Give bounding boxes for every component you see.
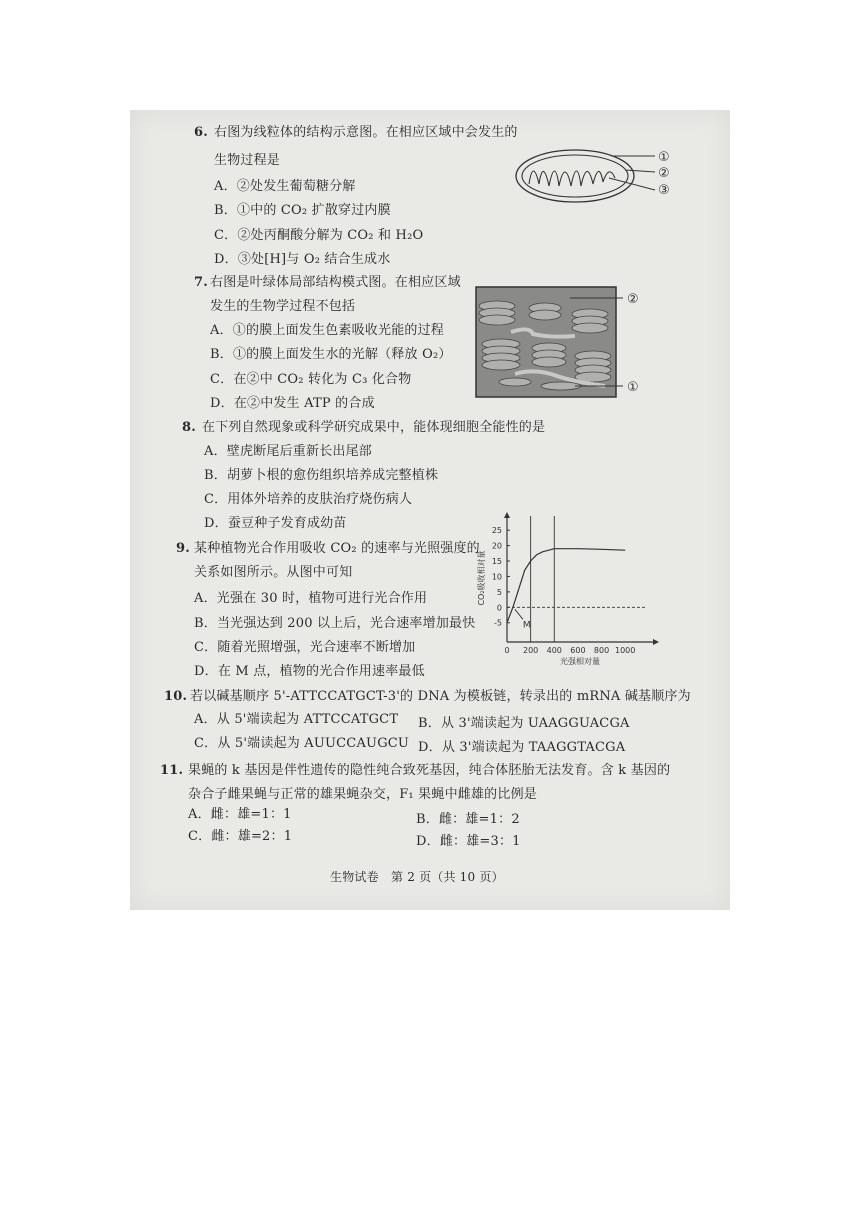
q7-stem-line1: 右图是叶绿体局部结构模式图。在相应区域 (210, 275, 461, 290)
q10-option-c: C．从 5'端读起为 AUUCCAUGCU (194, 736, 410, 751)
q8-option-c: C．用体外培养的皮肤治疗烧伤病人 (204, 492, 413, 507)
mito-label-1: ① (658, 150, 670, 165)
q6-option-d: D．③处[H]与 O₂ 结合生成水 (214, 252, 391, 267)
x-tick-label: 200 (522, 646, 539, 655)
q9-stem-line2: 关系如图所示。从图中可知 (194, 565, 353, 580)
y-tick-label: 10 (491, 572, 502, 582)
x-tick-label: 400 (546, 646, 562, 655)
x-axis-arrow (653, 639, 659, 645)
mitochondrion-diagram (515, 144, 715, 214)
x-tick-label: 800 (593, 646, 610, 655)
x-axis-label: 光强相对量 (560, 657, 600, 665)
q10-number: 10. (164, 689, 188, 704)
x-tick-label: 1000 (615, 646, 636, 655)
y-tick-label: 0 (496, 603, 502, 613)
mito-label-3: ③ (658, 183, 670, 198)
q6-number: 6. (194, 125, 208, 140)
q8-option-a: A．壁虎断尾后重新长出尾部 (204, 444, 372, 459)
q11-stem-line2: 杂合子雌果蝇与正常的雄果蝇杂交，F₁ 果蝇中雌雄的比例是 (188, 787, 537, 802)
q7-number: 7. (194, 275, 208, 290)
m-point-pointer (515, 609, 523, 619)
q7-option-d: D．在②中发生 ATP 的合成 (210, 396, 375, 411)
co2-uptake-curve (507, 549, 625, 623)
y-tick-label: 25 (491, 526, 502, 536)
y-axis-arrow (504, 512, 510, 518)
q9-option-c: C．随着光照增强，光合速率不断增加 (194, 640, 416, 655)
q6-stem-line2: 生物过程是 (214, 153, 281, 168)
x-tick-label: 600 (570, 646, 586, 655)
y-tick-label: 15 (491, 557, 502, 567)
q11-option-c: C．雌：雄=2：1 (188, 829, 293, 844)
chloroplast-label-1: ① (627, 380, 639, 395)
m-point-label: M (522, 620, 531, 631)
q7-option-a: A．①的膜上面发生色素吸收光能的过程 (210, 323, 444, 338)
q11-option-b: B．雌：雄=1：2 (416, 812, 520, 827)
chloroplast-diagram (475, 286, 655, 398)
x-tick-label: 0 (504, 646, 510, 655)
q9-option-b: B．当光强达到 200 以上后，光合速率增加最快 (194, 616, 476, 631)
q11-stem-line1: 果蝇的 k 基因是伴性遗传的隐性纯合致死基因，纯合体胚胎无法发育。含 k 基因的 (188, 763, 671, 778)
q11-option-d: D．雌：雄=3：1 (416, 834, 521, 849)
y-tick-label: 20 (491, 541, 502, 551)
q7-option-c: C．在②中 CO₂ 转化为 C₃ 化合物 (210, 372, 412, 387)
q9-option-d: D．在 M 点，植物的光合作用速率最低 (194, 664, 425, 679)
q10-option-d: D．从 3'端读起为 TAAGGTACGA (418, 740, 626, 755)
q10-stem-line1: 若以碱基顺序 5'-ATTCCATGCT-3'的 DNA 为模板链，转录出的 mRNA 碱基顺序为 (190, 689, 691, 704)
exam-page (130, 110, 730, 910)
q6-option-a: A．②处发生葡萄糖分解 (214, 179, 356, 194)
q8-option-d: D．蚕豆种子发育成幼苗 (204, 516, 347, 531)
chloroplast-label-2: ② (627, 292, 639, 307)
q9-number: 9. (176, 541, 190, 556)
q11-number: 11. (160, 763, 184, 778)
q11-option-a: A．雌：雄=1：1 (188, 807, 292, 822)
q8-option-b: B．胡萝卜根的愈伤组织培养成完整植株 (204, 468, 439, 483)
q9-stem-line1: 某种植物光合作用吸收 CO₂ 的速率与光照强度的 (194, 541, 480, 556)
q6-option-c: C．②处丙酮酸分解为 CO₂ 和 H₂O (214, 228, 424, 243)
q6-stem-line1: 右图为线粒体的结构示意图。在相应区域中会发生的 (214, 125, 518, 140)
y-tick-label: 5 (496, 587, 502, 597)
q6-option-b: B．①中的 CO₂ 扩散穿过内膜 (214, 203, 391, 218)
y-tick-label: -5 (494, 618, 502, 628)
q9-option-a: A．光强在 30 时，植物可进行光合作用 (194, 591, 428, 606)
q7-stem-line2: 发生的生物学过程不包括 (210, 299, 356, 314)
q8-stem-line1: 在下列自然现象或科学研究成果中，能体现细胞全能性的是 (202, 420, 546, 435)
y-axis-label: CO₂吸收相对量 (477, 550, 486, 606)
q7-option-b: B．①的膜上面发生水的光解（释放 O₂） (210, 347, 452, 362)
q8-number: 8. (182, 420, 196, 435)
q10-option-a: A．从 5'端读起为 ATTCCATGCT (194, 712, 399, 727)
photosynthesis-chart (475, 510, 660, 665)
q10-option-b: B．从 3'端读起为 UAAGGUACGA (418, 716, 630, 731)
page-footer: 生物试卷 第 2 页（共 10 页） (330, 870, 504, 884)
mito-label-2: ② (658, 166, 670, 181)
